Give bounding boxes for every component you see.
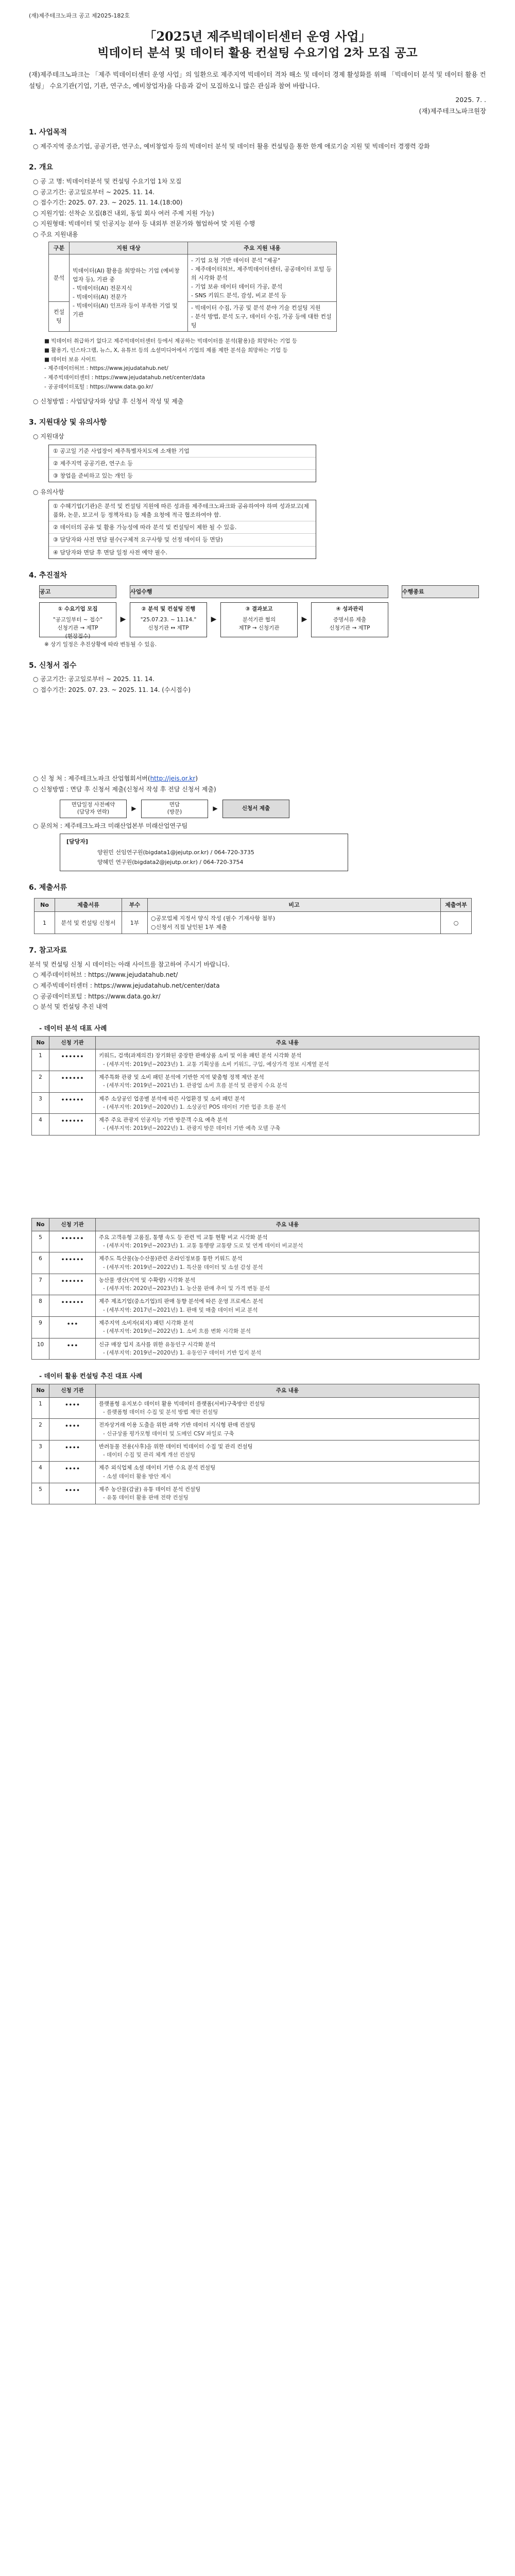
table-row bbox=[49, 254, 337, 301]
apply-step-label: 면담일정 사전예약 bbox=[71, 801, 115, 808]
table-row bbox=[32, 1419, 479, 1440]
case-detail: - (세부지역: 2019년~2022년) 1. 특산물 데이터 및 소셜 감성 분석 bbox=[103, 1264, 263, 1270]
case-title: 제주특화 관광 및 소비 패턴 분석에 기반한 지역 맞춤형 정책 제안 분석 bbox=[99, 1074, 264, 1081]
phase-header bbox=[39, 585, 486, 598]
case-org: •••••• bbox=[49, 1049, 96, 1071]
case-number: 4 bbox=[32, 1114, 49, 1136]
step-title: ② 분석 및 컨설팅 진행 bbox=[141, 606, 196, 613]
case-org: •••••• bbox=[49, 1114, 96, 1136]
case-title: 제주지역 소비자(외지) 패턴 시각화 분석 bbox=[99, 1320, 194, 1326]
section-4-heading: 4. 추진절차 bbox=[29, 571, 67, 580]
table-header: 부수 bbox=[122, 899, 148, 912]
case-detail: - (세부지역: 2019년~2020년) 1. 소상공인 POS 데이터 기반 업종 흐름 분석 bbox=[103, 1104, 286, 1110]
table-header: 비고 bbox=[148, 899, 441, 912]
case-org: •••• bbox=[49, 1483, 96, 1504]
step-line: (현장접수) bbox=[65, 633, 91, 640]
phase-label: 공고 bbox=[39, 585, 116, 598]
apply-step-label: 신청서 제출 bbox=[242, 805, 270, 811]
section-6-heading: 6. 제출서류 bbox=[29, 884, 67, 892]
table-header: 신청 기관 bbox=[49, 1218, 96, 1231]
apply-step bbox=[60, 800, 127, 818]
reference-item: ○ 분석 및 컨설팅 추진 내역 bbox=[33, 1003, 108, 1011]
table-header: No bbox=[32, 1384, 49, 1397]
note-line: - 공공데이터포털 : https://www.data.go.kr/ bbox=[44, 383, 153, 390]
case-content bbox=[96, 1092, 479, 1114]
table-cell: 1부 bbox=[122, 912, 148, 934]
case-title: 제주 주요 관광지 인공지능 기반 방문객 수요 예측 분석 bbox=[99, 1117, 228, 1124]
table-header: 신청 기관 bbox=[49, 1384, 96, 1397]
case-title: 전자상거래 이용 도출을 위한 과학 기반 데이터 지식형 판매 컨설팅 bbox=[99, 1422, 255, 1429]
case-detail: - 데이터 수집 및 관리 체계 개선 컨설팅 bbox=[103, 1452, 196, 1459]
overview-item: ○ 지원형태: 빅데이터 및 인공지능 분야 등 내외부 전문가와 협업하여 맞 지원 수행 bbox=[33, 220, 255, 228]
case-title: 주요 고객유형 고품질, 통행 속도 등 관련 빅 교통 현황 비교 시각화 분석 bbox=[99, 1234, 268, 1241]
case-content bbox=[96, 1252, 479, 1274]
table-row bbox=[32, 1295, 479, 1317]
case-content bbox=[96, 1114, 479, 1136]
table-cell: 1 bbox=[35, 912, 55, 934]
apply-location bbox=[29, 774, 486, 784]
case-content bbox=[96, 1071, 479, 1093]
table-row bbox=[32, 1071, 479, 1093]
table-row bbox=[32, 1114, 479, 1136]
case-org: •••••• bbox=[49, 1231, 96, 1252]
overview-item: ○ 접수기간: 2025. 07. 23. ~ 2025. 11. 14.(18:00) bbox=[33, 199, 183, 207]
target-item: ② 제주지역 공공기관, 연구소 등 bbox=[49, 457, 316, 470]
note-line: - 제주데이터허브 : https://www.jejudatahub.net/ bbox=[44, 365, 168, 372]
case-detail: - (세부지역: 2019년~2023년) 1. 교통 기획상품 소비 키워드, 구입, 예상가격 정보 시계열 분석 bbox=[103, 1061, 329, 1067]
case-detail: - (세부지역: 2019년~2023년) 1. 교통 통행량 교통량 도로 및 연계 데이터 비교분석 bbox=[103, 1243, 303, 1249]
apply-site-link[interactable]: http://jeis.or.kr bbox=[150, 775, 196, 783]
target-box bbox=[48, 445, 316, 482]
table-row bbox=[32, 1274, 479, 1295]
step-line: 신청기관 → 제TP bbox=[329, 624, 370, 631]
case-number: 1 bbox=[32, 1049, 49, 1071]
step-title: ① 수요기업 모집 bbox=[58, 606, 98, 613]
section-1-text: ○ 제주지역 중소기업, 공공기관, 연구소, 예비창업자 등의 빅데이터 분석 및 데이터 활용 컨설팅을 통한 한계 애로기술 지원 및 빅데이터 경쟁력 강화 bbox=[33, 142, 430, 150]
step-line: 신청기관 → 제TP bbox=[57, 624, 98, 631]
step-line: 증명서류 제출 bbox=[333, 616, 367, 623]
table-row bbox=[32, 1317, 479, 1338]
case-org: •••• bbox=[49, 1462, 96, 1483]
support-category: 컨설팅 bbox=[49, 301, 70, 331]
table-header: 구분 bbox=[49, 242, 70, 254]
contact-person: 양원민 선임연구원(bigdata1@jejutp.or.kr) / 064-720-3735 bbox=[97, 849, 254, 856]
case-detail: - (세부지역: 2019년~2021년) 1. 관광업 소비 흐름 분석 및 관광지 수요 분석 bbox=[103, 1082, 287, 1089]
notes-block bbox=[44, 337, 486, 392]
arrow-right-icon: ▶ bbox=[211, 615, 217, 624]
support-target: 빅데이터(AI) 활용을 희망하는 기업 (예비창업자 등), 기관 중 - 빅데이터(AI) 전문지식 - 빅데이터(AI) 전문가 - 빅데이터(AI) 인프라 등이 부족한 기업 및 기관 bbox=[70, 254, 188, 331]
submission-table bbox=[34, 898, 472, 934]
case-number: 5 bbox=[32, 1231, 49, 1252]
contact-line: ○ 문의처 : 제주테크노파크 미래산업본부 미래산업연구팀 bbox=[33, 822, 188, 829]
caution-item: ④ 담당자와 면담 후 면담 일정 사전 예약 필수. bbox=[53, 549, 167, 556]
document-number: (재)제주테크노파크 공고 제2025-182호 bbox=[29, 12, 130, 19]
issuing-organization: (재)제주테크노파크원장 bbox=[419, 107, 486, 115]
table-row bbox=[35, 912, 472, 934]
arrow-right-icon: ▶ bbox=[131, 805, 136, 812]
table-cell: ○ bbox=[441, 912, 472, 934]
case-content bbox=[96, 1049, 479, 1071]
process-step bbox=[130, 602, 207, 637]
table-cell: ○공모업체 지정서 양식 작성 (필수 기재사항 첨부) ○신청서 직접 날인된 1부 제출 bbox=[148, 912, 441, 934]
caution-box bbox=[48, 500, 316, 558]
section-7-heading: 7. 참고자료 bbox=[29, 946, 67, 955]
case-title: 신규 매장 입지 조사를 위한 유동인구 시각화 분석 bbox=[99, 1341, 216, 1348]
case-org: •••• bbox=[49, 1419, 96, 1440]
case-title: 반려동물 전용(사후)을 위한 데이터 빅데이터 수집 및 관리 컨설팅 bbox=[99, 1443, 253, 1450]
process-step bbox=[39, 602, 116, 640]
table-row bbox=[32, 1252, 479, 1274]
title-line-2: 빅데이터 분석 및 데이터 활용 컨설팅 수요기업 2차 모집 공고 bbox=[97, 46, 418, 60]
case-title: 제주 소상공인 업종별 분석에 따른 사업환경 및 소비 패턴 분석 bbox=[99, 1095, 245, 1102]
case-number: 7 bbox=[32, 1274, 49, 1295]
case-number: 10 bbox=[32, 1338, 49, 1360]
caution-item: ③ 담당자와 사전 면담 필수(구체적 요구사항 및 선정 데이터 등 면담) bbox=[49, 534, 316, 546]
section-5-heading: 5. 신청서 접수 bbox=[29, 661, 77, 670]
case-number: 3 bbox=[32, 1440, 49, 1462]
case-detail: - (세부지역: 2019년~2022년) 1. 관광지 방문 데이터 기반 예측 모델 구축 bbox=[103, 1125, 281, 1132]
consulting-cases-title: - 데이터 활용 컨설팅 추진 대표 사례 bbox=[39, 1372, 143, 1380]
step-line: 제TP → 신청기관 bbox=[238, 624, 280, 631]
notice-date: 2025. 7. . bbox=[455, 96, 486, 104]
case-number: 4 bbox=[32, 1462, 49, 1483]
table-row bbox=[32, 1483, 479, 1504]
case-org: •••••• bbox=[49, 1092, 96, 1114]
step-title: ③ 결과보고 bbox=[245, 606, 273, 613]
arrow-right-icon: ▶ bbox=[301, 615, 307, 624]
step-line: 분석기관 협의 bbox=[242, 616, 276, 623]
case-number: 6 bbox=[32, 1252, 49, 1274]
case-org: •••••• bbox=[49, 1295, 96, 1317]
support-content: - 기업 요청 기반 데이터 분석 "제공" - 제주데이터허브, 제주빅데이터센터, 공공데이터 포털 등의 시각화 분석 - 기업 보유 데이터 데이터 가공, 분석 - SNS 키워드 분석, 감성, 비교 분석 등 bbox=[188, 254, 337, 301]
reference-item: ○ 공공데이터포털 : https://www.data.go.kr/ bbox=[33, 992, 161, 1000]
section-2-items bbox=[29, 177, 486, 240]
intro-paragraph: (재)제주테크노파크는 「제주 빅데이터센터 운영 사업」의 일환으로 제주지역 빅데이터 격차 해소 및 데이터 경제 활성화를 위해 「빅데이터 분석 및 데이터 활용 컨설팅」 수요기관(기업, 기관, 연구소, 예비창업자)을 다음과 같이 모집하오니 많은 관심과 참여 바랍니다. bbox=[29, 71, 486, 90]
overview-item: ○ 주요 지원내용 bbox=[33, 230, 78, 238]
title-line-1: 「2025년 제주빅데이터센터 운영 사업」 bbox=[144, 29, 371, 44]
case-title: 키워드, 검색(과제의견) 장기화된 중장한 판매상품 소비 및 이용 패턴 분석 시각화 분석 bbox=[99, 1053, 302, 1059]
phase-label: 수행종료 bbox=[402, 585, 479, 598]
overview-item: ○ 공 고 명: 빅데이터분석 및 컨설팅 수요기업 1차 모집 bbox=[33, 177, 182, 185]
case-number: 1 bbox=[32, 1397, 49, 1419]
case-number: 2 bbox=[32, 1419, 49, 1440]
table-cell: 분석 및 컨설팅 신청서 bbox=[55, 912, 122, 934]
process-step bbox=[220, 602, 298, 637]
case-content bbox=[96, 1295, 479, 1317]
case-title: 농산물 생산(지역 및 수확량) 시각화 분석 bbox=[99, 1277, 196, 1283]
period-item: ○ 접수기간: 2025. 07. 23. ~ 2025. 11. 14. (수시접수) bbox=[33, 686, 191, 693]
step-line: "25.07.23. ~ 11.14." bbox=[140, 616, 197, 623]
period-item: ○ 공고기간: 공고일로부터 ~ 2025. 11. 14. bbox=[33, 675, 154, 683]
note-line: ■ 데이터 보유 사이트 bbox=[44, 356, 97, 363]
reference-item: ○ 제주데이터허브 : https://www.jejudatahub.net/ bbox=[33, 971, 178, 979]
analysis-cases-table bbox=[31, 1036, 479, 1135]
apply-step bbox=[141, 800, 208, 818]
apply-step bbox=[222, 800, 289, 818]
case-org: •••••• bbox=[49, 1274, 96, 1295]
caution-item: ① 수혜기업(기관)은 분석 및 컨설팅 지원에 따른 성과를 제주테크노파크와 공유하여야 하며 성과보고(제품화, 논문, 보고서 등 정책자료) 등 제출 요청에 적극 협조하여야 함. bbox=[49, 500, 316, 521]
support-table bbox=[48, 242, 337, 332]
case-detail: - 신규상품 평가모형 데이터 및 도메인 CSV 파일로 구축 bbox=[103, 1430, 234, 1437]
case-org: ••• bbox=[49, 1317, 96, 1338]
apply-location-prefix: ○ 신 청 처 : 제주테크노파크 산업협회서버( bbox=[33, 775, 150, 783]
reference-item: ○ 제주빅데이터센터 : https://www.jejudatahub.net/center/data bbox=[33, 982, 220, 990]
step-title: ④ 성과관리 bbox=[336, 606, 364, 613]
table-header: 주요 내용 bbox=[96, 1384, 479, 1397]
schedule-note: ※ 상기 일정은 추진상황에 따라 변동될 수 있음. bbox=[44, 641, 157, 648]
case-detail: - (세부지역: 2020년~2023년) 1. 농산물 판매 추이 및 가격 변동 분석 bbox=[103, 1285, 270, 1292]
apply-step-sub: (방문) bbox=[167, 808, 182, 815]
overview-item: ○ 지원기업: 선착순 모집(8건 내외, 동일 회사 여러 주제 지원 가능) bbox=[33, 209, 214, 217]
case-title: 제주 농산물(감귤) 유통 데이터 분석 컨설팅 bbox=[99, 1486, 201, 1493]
table-row bbox=[32, 1338, 479, 1360]
note-line: ■ 활용기, 인스타그램, 뉴스, X, 유튜브 등의 소셜미디어에서 기업의 제품 제한 분석을 희망하는 기업 등 bbox=[44, 347, 288, 353]
section-1-heading: 1. 사업목적 bbox=[29, 128, 67, 137]
table-header: 제출서류 bbox=[55, 899, 122, 912]
case-number: 9 bbox=[32, 1317, 49, 1338]
consulting-cases-table bbox=[31, 1384, 479, 1504]
case-title: 플랫폼형 유지보수 데이터 활용 빅데이터 플랫폼(서버)구축방안 컨설팅 bbox=[99, 1400, 265, 1407]
target-item: ① 공고일 기준 사업장이 제주특별자치도에 소재한 기업 bbox=[49, 445, 316, 457]
table-row bbox=[32, 1231, 479, 1252]
table-header: 주요 내용 bbox=[96, 1218, 479, 1231]
table-header: 신청 기관 bbox=[49, 1037, 96, 1049]
step-line: 신청기관 ↔ 제TP bbox=[148, 624, 189, 631]
page-title bbox=[29, 28, 486, 61]
arrow-right-icon: ▶ bbox=[120, 615, 126, 624]
caution-item: ② 데이터의 공유 및 활용 가능성에 따라 분석 및 컨설팅이 제한 될 수 있음. bbox=[49, 521, 316, 534]
case-title: 제주도 특산물(농수산물)관련 온라인정보를 통한 키워드 분석 bbox=[99, 1256, 243, 1262]
case-title: 제주 외식업체 소셜 데이터 기반 수요 분석 컨설팅 bbox=[99, 1465, 216, 1471]
case-content bbox=[96, 1338, 479, 1360]
contact-label: [담당자] bbox=[66, 838, 88, 845]
case-title: 제주 제조기업(중소기업)의 판매 동향 분석에 따른 운영 프로세스 분석 bbox=[99, 1298, 263, 1305]
table-header: 주요 내용 bbox=[96, 1037, 479, 1049]
apply-method: ○ 신청방법 : 면담 후 신청서 제출(신청서 작성 후 전담 신청서 제출) bbox=[33, 786, 216, 793]
case-detail: - (세부지역: 2017년~2021년) 1. 판매 및 매출 데이터 비교 분석 bbox=[103, 1307, 258, 1313]
table-row bbox=[32, 1462, 479, 1483]
case-number: 3 bbox=[32, 1092, 49, 1114]
case-content bbox=[96, 1274, 479, 1295]
process-flow bbox=[39, 602, 486, 640]
table-header: 지원 대상 bbox=[70, 242, 188, 254]
table-header: No bbox=[32, 1218, 49, 1231]
table-header: No bbox=[35, 899, 55, 912]
table-row bbox=[32, 1092, 479, 1114]
table-row bbox=[32, 1440, 479, 1462]
case-detail: - 유통 데이터 활용 판매 전략 컨설팅 bbox=[103, 1495, 188, 1501]
case-number: 5 bbox=[32, 1483, 49, 1504]
case-content bbox=[96, 1462, 479, 1483]
apply-step-sub: (담당자 연락) bbox=[77, 808, 110, 815]
case-detail: - 플랫폼형 데이터 수집 및 분석 방법 제안 컨설팅 bbox=[103, 1409, 218, 1415]
phase-label: 사업수행 bbox=[130, 585, 388, 598]
analysis-cases-table-continued bbox=[31, 1218, 479, 1360]
table-row bbox=[32, 1049, 479, 1071]
case-content bbox=[96, 1317, 479, 1338]
table-header: 제출여부 bbox=[441, 899, 472, 912]
case-org: •••• bbox=[49, 1440, 96, 1462]
table-row bbox=[32, 1397, 479, 1419]
case-detail: - (세부지역: 2019년~2022년) 1. 소비 흐름 변화 시각화 분석 bbox=[103, 1328, 251, 1335]
caution-label: ○ 유의사항 bbox=[33, 488, 64, 496]
case-number: 2 bbox=[32, 1071, 49, 1093]
overview-item: ○ 공고기간: 공고일로부터 ~ 2025. 11. 14. bbox=[33, 188, 154, 196]
case-org: •••••• bbox=[49, 1252, 96, 1274]
section-3-heading: 3. 지원대상 및 유의사항 bbox=[29, 418, 107, 427]
target-item: ③ 창업을 준비하고 있는 개인 등 bbox=[53, 472, 133, 479]
analysis-cases-title: - 데이터 분석 대표 사례 bbox=[39, 1024, 107, 1032]
note-line: ■ 빅데이터 취급하기 없다고 제주빅데이터센터 등에서 제공하는 빅데이터를 분석(활용)을 희망하는 기업 등 bbox=[44, 337, 297, 344]
case-content bbox=[96, 1231, 479, 1252]
section-2-heading: 2. 개요 bbox=[29, 163, 53, 172]
case-content bbox=[96, 1440, 479, 1462]
arrow-right-icon: ▶ bbox=[213, 805, 218, 812]
case-org: ••• bbox=[49, 1338, 96, 1360]
case-content bbox=[96, 1397, 479, 1419]
case-detail: - 소셜 데이터 활용 방안 제시 bbox=[103, 1473, 171, 1480]
apply-flow bbox=[60, 800, 486, 818]
apply-note: ○ 신청방법 : 사업담당자와 상담 후 신청서 작성 및 제출 bbox=[33, 397, 184, 405]
note-line: - 제주빅데이터센터 : https://www.jejudatahub.net/center/data bbox=[44, 375, 205, 381]
apply-location-suffix: ) bbox=[195, 775, 198, 783]
process-step bbox=[311, 602, 388, 637]
support-category: 분석 bbox=[49, 254, 70, 301]
reference-intro: 분석 및 컨설팅 신청 시 데이터는 아래 사이트를 참고하여 주시기 바랍니다. bbox=[29, 960, 230, 968]
step-line: "공고일부터 ~ 접수" bbox=[53, 616, 103, 623]
contact-person: 양혜민 연구원(bigdata2@jejutp.or.kr) / 064-720-3754 bbox=[97, 859, 244, 866]
target-label: ○ 지원대상 bbox=[33, 433, 64, 440]
table-header: No bbox=[32, 1037, 49, 1049]
case-number: 8 bbox=[32, 1295, 49, 1317]
support-content: - 빅데이터 수집, 가공 및 분석 분야 기술 컨설팅 지원 - 분석 방법, 분석 도구, 데이터 수집, 가공 등에 대한 컨설팅 bbox=[188, 301, 337, 331]
case-content bbox=[96, 1419, 479, 1440]
apply-step-label: 면담 bbox=[169, 801, 180, 808]
case-org: •••••• bbox=[49, 1071, 96, 1093]
case-content bbox=[96, 1483, 479, 1504]
contact-box bbox=[60, 834, 348, 871]
case-detail: - (세부지역: 2019년~2020년) 1. 유동인구 데이터 기반 입지 분석 bbox=[103, 1349, 262, 1356]
case-org: •••• bbox=[49, 1397, 96, 1419]
table-header: 주요 지원 내용 bbox=[188, 242, 337, 254]
